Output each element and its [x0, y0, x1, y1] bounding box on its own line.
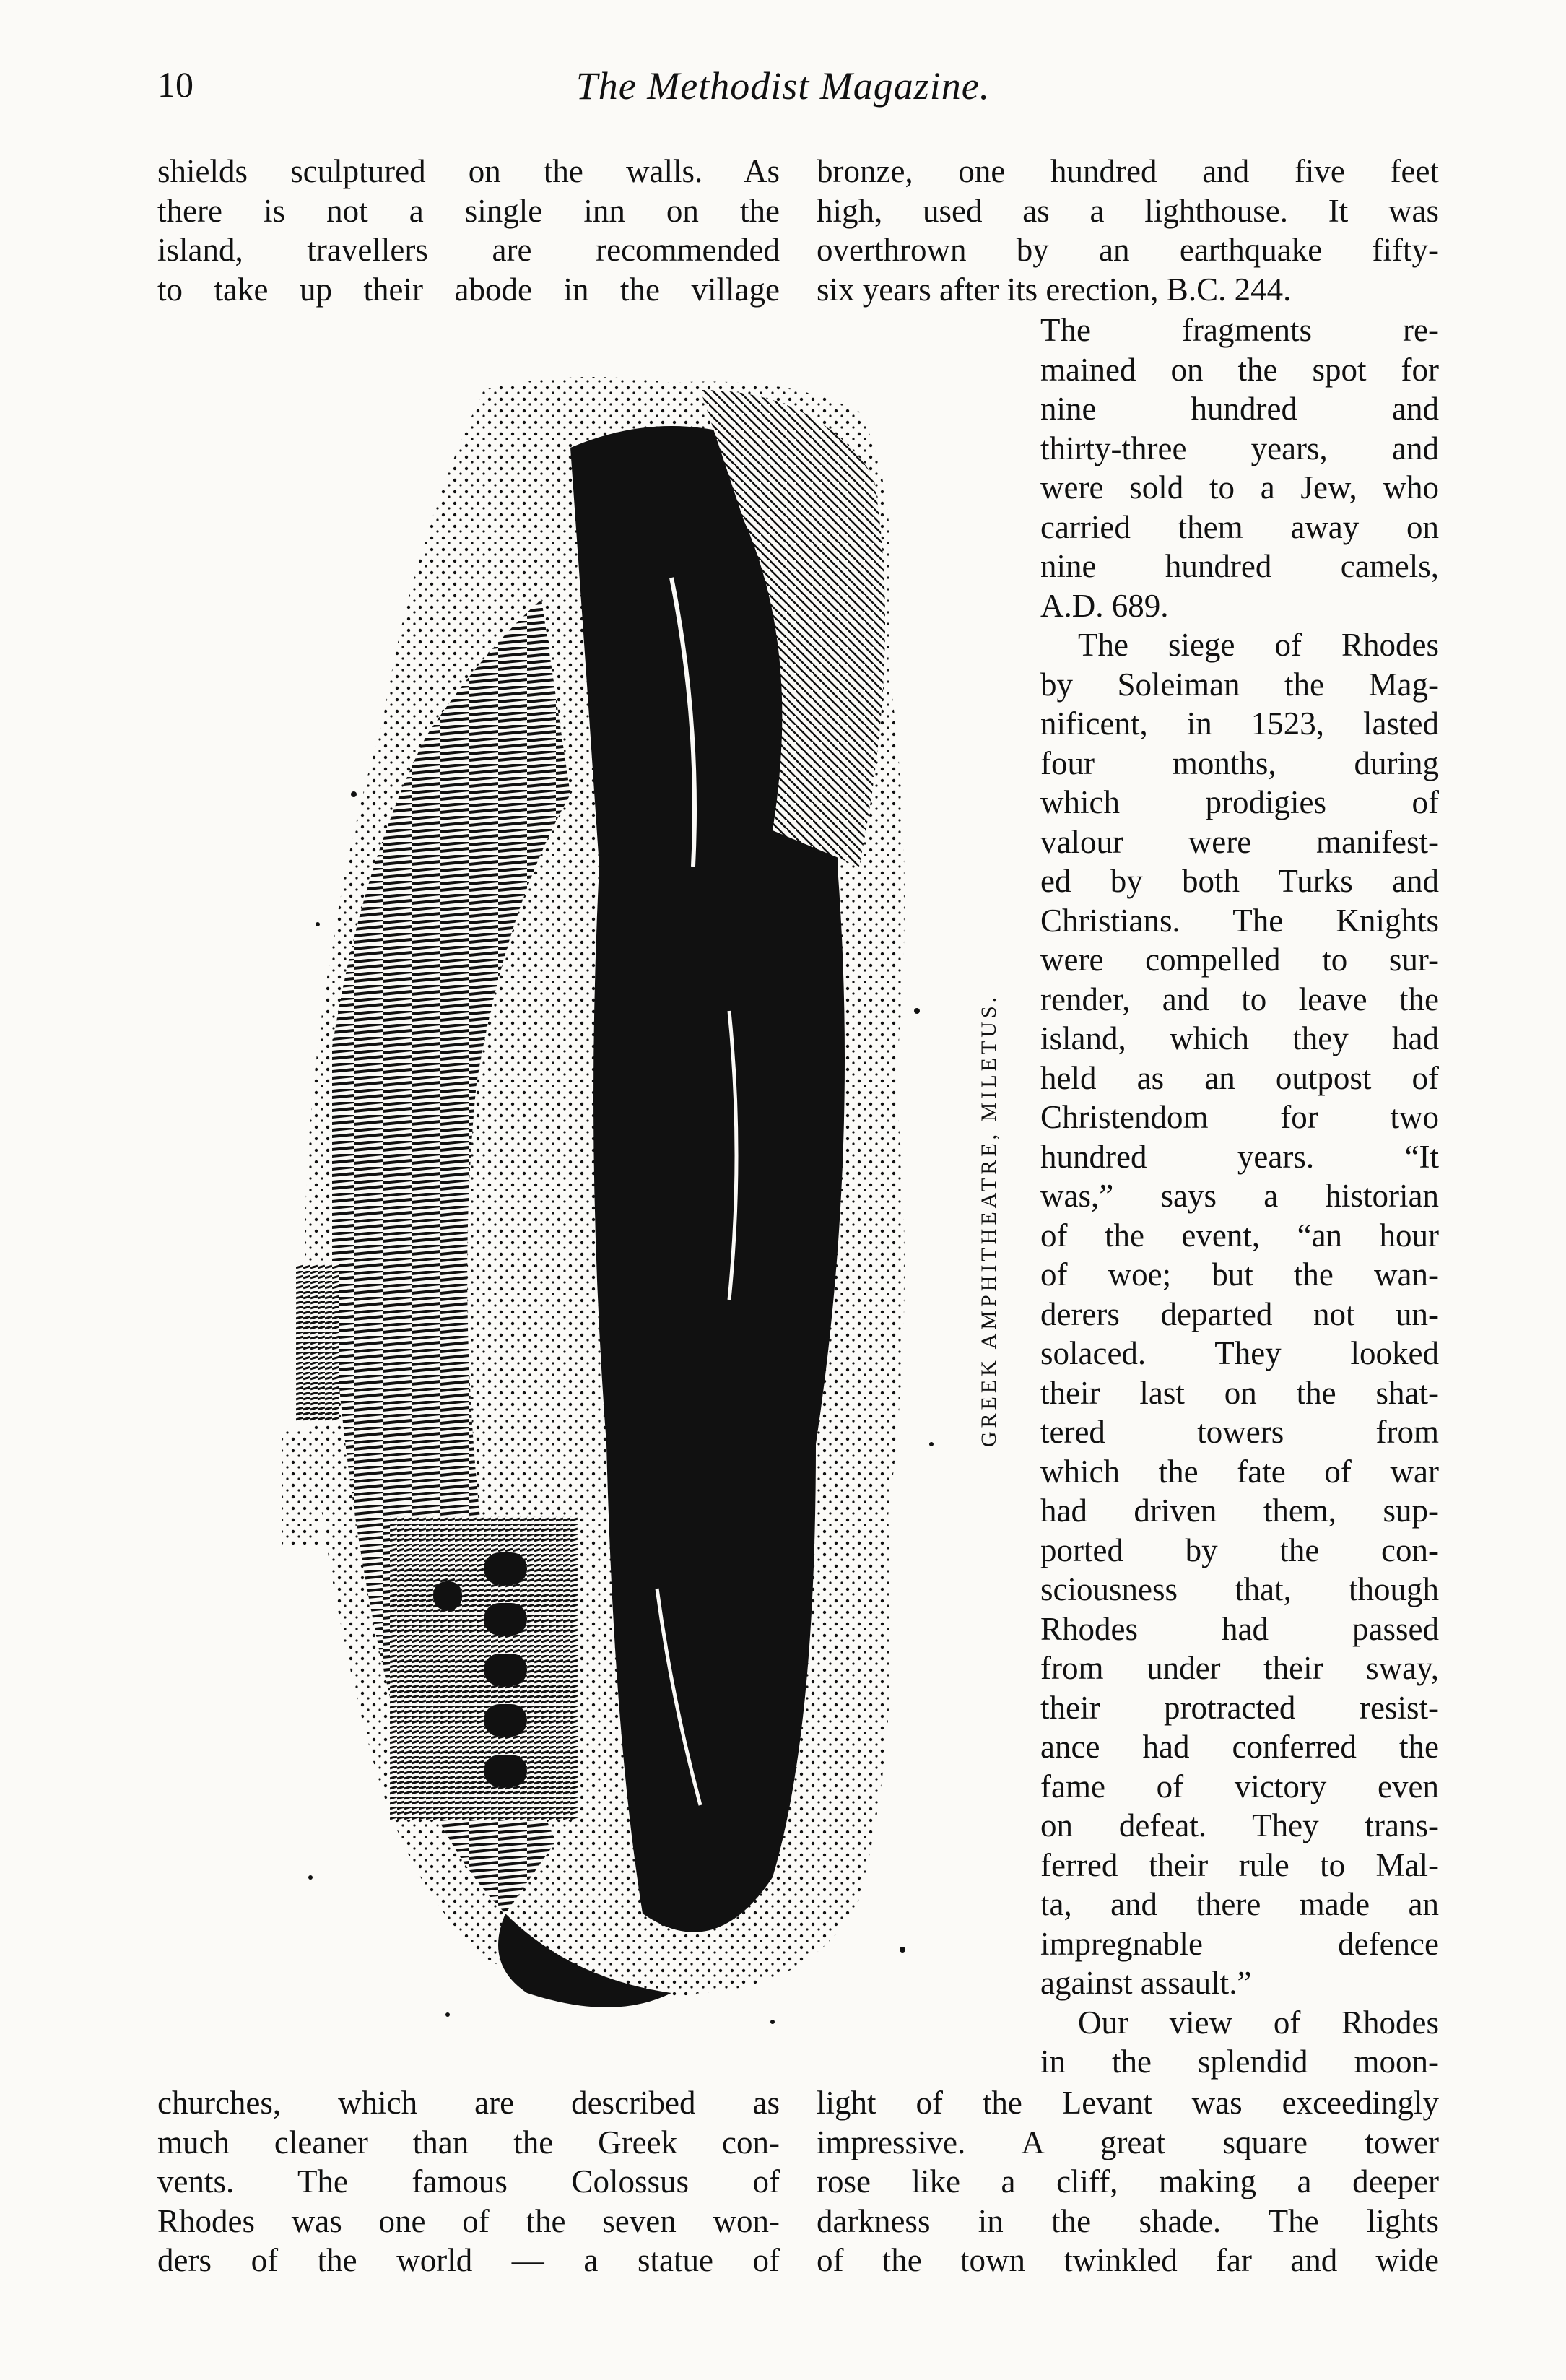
left-column-top — [157, 152, 780, 309]
text-line: solaced. They looked — [1040, 1335, 1439, 1371]
text-line: much cleaner than the Greek con- — [157, 2124, 780, 2160]
text-line: six years after its erection, B.C. 244. — [817, 271, 1292, 308]
text-line: nificent, in 1523, lasted — [1040, 705, 1439, 742]
text-line: The fragments re- — [1040, 312, 1439, 348]
text-line: had driven them, sup- — [1040, 1493, 1439, 1529]
text-line: The siege of Rhodes — [1078, 627, 1439, 663]
text-line: their protracted resist- — [1040, 1689, 1439, 1726]
right-column-bottom — [817, 2083, 1439, 2280]
text-line: A.D. 689. — [1040, 587, 1169, 624]
text-line: Christendom for two — [1040, 1099, 1439, 1135]
text-line: were compelled to sur- — [1040, 942, 1439, 978]
text-line: island, travellers are recommended — [157, 232, 780, 268]
text-line: there is not a single inn on the — [157, 192, 780, 229]
text-line: ta, and there made an — [1040, 1886, 1439, 1922]
page-number: 10 — [157, 64, 193, 105]
text-line: to take up their abode in the village — [157, 271, 780, 308]
right-column-top — [817, 152, 1439, 309]
right-column-narrow — [1040, 310, 1439, 2082]
running-title: The Methodist Magazine. — [575, 64, 991, 108]
text-line: held as an outpost of — [1040, 1059, 1439, 1096]
text-line: by Soleiman the Mag- — [1040, 666, 1439, 703]
text-line: nine hundred camels, — [1040, 548, 1439, 584]
text-line: ed by both Turks and — [1040, 863, 1439, 899]
text-line: render, and to leave the — [1040, 981, 1439, 1017]
running-header — [0, 64, 1566, 121]
text-line: Our view of Rhodes — [1078, 2004, 1439, 2041]
text-line: shields sculptured on the walls. As — [157, 153, 780, 189]
text-line: thirty-three years, and — [1040, 430, 1439, 466]
text-line: vents. The famous Colossus of — [157, 2163, 780, 2199]
text-line: tered towers from — [1040, 1414, 1439, 1450]
text-line: hundred years. “It — [1040, 1138, 1439, 1175]
text-line: was,” says a historian — [1040, 1178, 1439, 1214]
text-line: of the event, “an hour — [1040, 1217, 1439, 1254]
text-line: nine hundred and — [1040, 391, 1439, 427]
text-line: valour were manifest- — [1040, 823, 1439, 860]
text-line: impressive. A great square tower — [817, 2124, 1439, 2160]
text-line: four months, during — [1040, 744, 1439, 781]
text-line: darkness in the shade. The lights — [817, 2202, 1439, 2239]
text-line: against assault.” — [1040, 1965, 1252, 2001]
text-line: high, used as a lighthouse. It was — [817, 192, 1439, 229]
text-line: on defeat. They trans- — [1040, 1807, 1439, 1843]
text-line: impregnable defence — [1040, 1925, 1439, 1962]
text-line: Rhodes had passed — [1040, 1610, 1439, 1647]
text-line: island, which they had — [1040, 1020, 1439, 1056]
text-line: which the fate of war — [1040, 1453, 1439, 1490]
text-line: rose like a cliff, making a deeper — [817, 2163, 1439, 2199]
text-line: mained on the spot for — [1040, 351, 1439, 388]
text-line: Rhodes was one of the seven won- — [157, 2202, 780, 2239]
text-line: which prodigies of — [1040, 784, 1439, 820]
text-line: derers departed not un- — [1040, 1295, 1439, 1332]
text-line: of woe; but the wan- — [1040, 1256, 1439, 1293]
text-line: light of the Levant was exceedingly — [817, 2085, 1439, 2121]
text-line: sciousness that, though — [1040, 1571, 1439, 1607]
text-line: bronze, one hundred and five feet — [817, 153, 1439, 189]
text-line: churches, which are described as — [157, 2085, 780, 2121]
text-line: Christians. The Knights — [1040, 902, 1439, 939]
text-line: of the town twinkled far and wide — [817, 2242, 1439, 2278]
text-line: fame of victory even — [1040, 1768, 1439, 1804]
amphitheatre-engraving — [267, 361, 960, 2044]
text-line: ported by the con- — [1040, 1532, 1439, 1568]
left-column-bottom — [157, 2083, 780, 2280]
text-line: in the splendid moon- — [1040, 2044, 1439, 2080]
text-line: their last on the shat- — [1040, 1374, 1439, 1411]
figure-caption-text: GREEK AMPHITHEATRE, MILETUS. — [977, 993, 1001, 1448]
text-line: from under their sway, — [1040, 1650, 1439, 1686]
text-line: ferred their rule to Mal- — [1040, 1846, 1439, 1883]
text-line: carried them away on — [1040, 508, 1439, 545]
text-line: ders of the world — a statue of — [157, 2242, 780, 2278]
text-line: overthrown by an earthquake fifty- — [817, 232, 1439, 268]
text-line: were sold to a Jew, who — [1040, 469, 1439, 505]
text-line: ance had conferred the — [1040, 1729, 1439, 1765]
figure-caption — [967, 975, 1011, 1466]
